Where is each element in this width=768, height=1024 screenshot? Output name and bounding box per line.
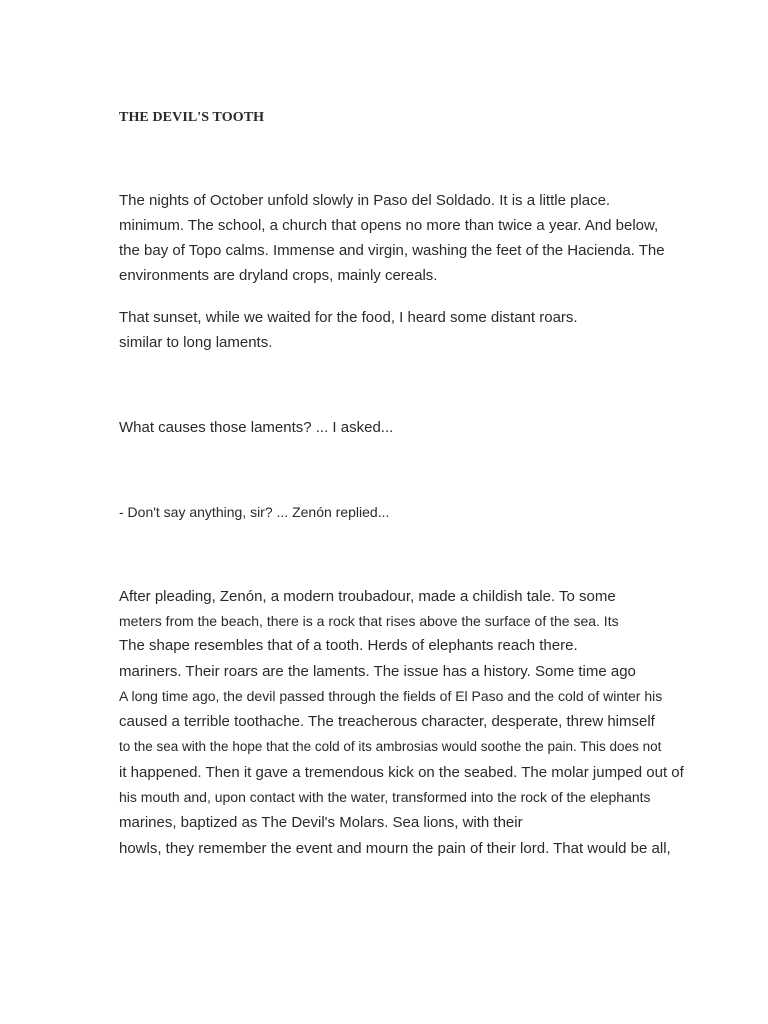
paragraph-line: A long time ago, the devil passed through the fields of El Paso and the cold of winter his bbox=[119, 688, 663, 704]
paragraph-line: After pleading, Zenón, a modern troubadour, made a childish tale. To some bbox=[119, 588, 616, 605]
paragraph-line: marines, baptized as The Devil's Molars. Sea lions, with their bbox=[119, 814, 523, 831]
paragraph-line: minimum. The school, a church that opens no more than twice a year. And below, bbox=[119, 217, 659, 234]
document-title: THE DEVIL'S TOOTH bbox=[119, 110, 265, 125]
paragraph-line: The shape resembles that of a tooth. Herds of elephants reach there. bbox=[119, 637, 578, 654]
paragraph-line: similar to long laments. bbox=[119, 334, 273, 351]
paragraph-line: mariners. Their roars are the laments. The issue has a history. Some time ago bbox=[119, 663, 636, 680]
paragraph-line: That sunset, while we waited for the food, I heard some distant roars. bbox=[119, 309, 578, 326]
paragraph-line: meters from the beach, there is a rock that rises above the surface of the sea. Its bbox=[119, 613, 619, 629]
question-line: What causes those laments? ... I asked... bbox=[119, 419, 394, 436]
paragraph-line: it happened. Then it gave a tremendous kick on the seabed. The molar jumped out of bbox=[119, 764, 684, 781]
reply-line: - Don't say anything, sir? ... Zenón replied... bbox=[119, 504, 390, 520]
paragraph-line: caused a terrible toothache. The treacherous character, desperate, threw himself bbox=[119, 713, 655, 730]
paragraph-line: to the sea with the hope that the cold of its ambrosias would soothe the pain. This does not bbox=[119, 739, 662, 754]
paragraph-line: environments are dryland crops, mainly cereals. bbox=[119, 267, 438, 284]
paragraph-line: The nights of October unfold slowly in Paso del Soldado. It is a little place. bbox=[119, 192, 611, 209]
paragraph-line: howls, they remember the event and mourn the pain of their lord. That would be all, bbox=[119, 840, 671, 857]
paragraph-line: his mouth and, upon contact with the water, transformed into the rock of the elephants bbox=[119, 789, 651, 805]
paragraph-line: the bay of Topo calms. Immense and virgin, washing the feet of the Hacienda. The bbox=[119, 242, 665, 259]
